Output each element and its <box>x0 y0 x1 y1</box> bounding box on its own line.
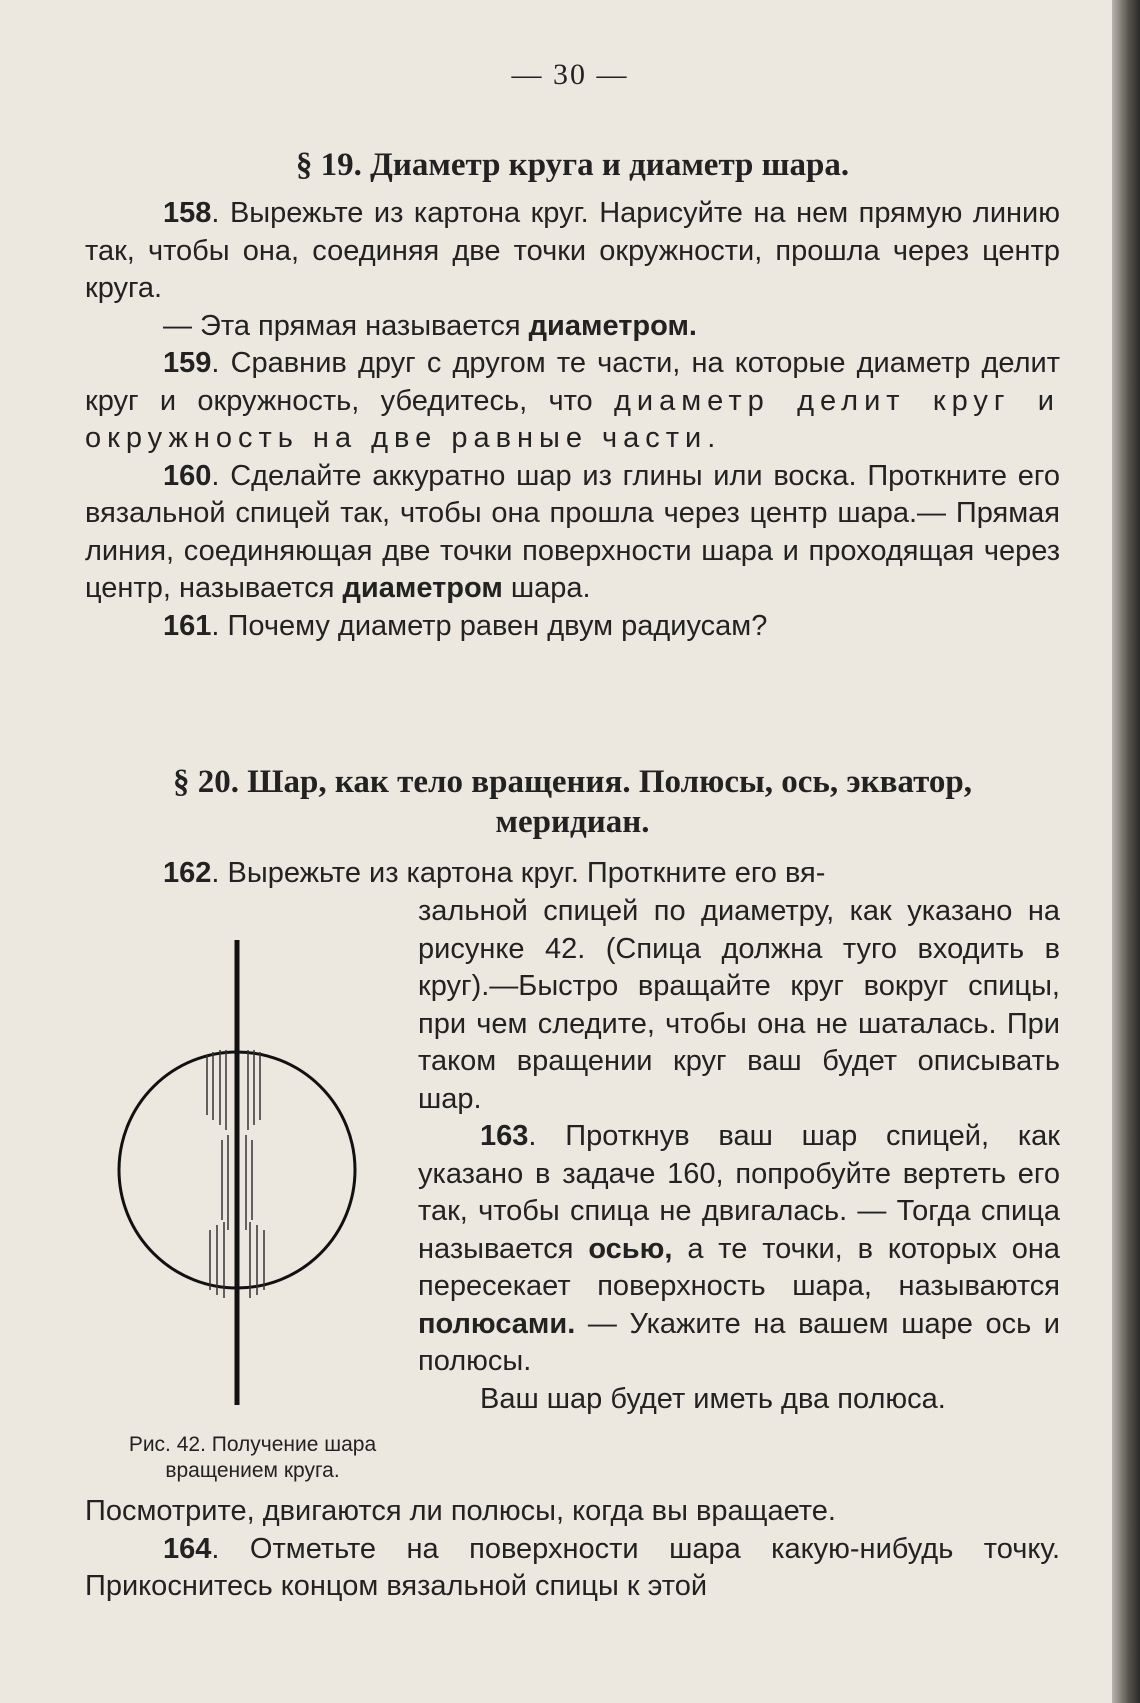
exercise-number: 158 <box>163 197 212 229</box>
heading-line-1: § 20. Шар, как тело вращения. Полюсы, ось, экватор, <box>173 764 972 800</box>
exercise-text: . Сравнив друг с другом те части, на которые диаметр делит круг и окружность, убедитесь, что <box>85 347 1060 417</box>
section-19-heading: § 19. Диаметр круга и диаметр шара. <box>295 147 850 183</box>
exercise-number: 160 <box>163 459 212 492</box>
exercise-160 <box>85 458 1060 608</box>
book-spine-shadow <box>1112 0 1140 1703</box>
exercise-text: . Проткнув ваш шар спицей, как указано в задаче 160, попробуйте вертеть его так, чтобы спица не двигалась. — Тогда спица называется <box>418 1120 1060 1265</box>
term-axis: осью, <box>588 1232 673 1265</box>
exercise-162-rest: зальной спицей по диаметру, как указано на рисунке 42. (Спица должна туго входить в круг).—Быстро вращайте круг вокруг спицы, при чем следите, чтобы она не шаталась. При таком вращении круг ваш будет описывать шар. <box>418 895 1060 1115</box>
poles-note: Ваш шар будет иметь два полюса. <box>480 1382 946 1415</box>
term-diameter: диаметром <box>342 572 503 604</box>
definition-text: — Эта прямая называется <box>163 309 529 342</box>
heading-line-2: меридиан. <box>495 804 650 840</box>
exercise-text-end: — Укажите на вашем шаре ось и полюсы. <box>418 1307 1060 1377</box>
exercise-161 <box>85 608 1060 646</box>
diameter-definition <box>85 308 1060 346</box>
exercise-163 <box>418 1118 1060 1381</box>
exercise-text: . Вырежьте из картона круг. Нарисуйте на нем прямую линию так, чтобы она, соединяя две точки окружности, прошла через центр круга. <box>85 197 1060 304</box>
exercise-162-first-line <box>163 855 825 893</box>
section-19-body <box>85 195 1060 645</box>
exercise-number: 164 <box>163 1532 212 1565</box>
exercise-number: 159 <box>163 347 212 379</box>
exercise-text-end: шара. <box>502 572 591 604</box>
exercise-text: . Почему диаметр равен двум радиусам? <box>211 609 768 642</box>
exercise-number: 162 <box>163 857 212 889</box>
term-diameter: диаметром. <box>528 309 697 342</box>
exercise-text-mid: а те точки, в которых она пересекает поверхность шара, называются <box>418 1232 1060 1302</box>
figure-caption: Рис. 42. Получение шара вращением круга. <box>128 1433 377 1482</box>
section-20-tail <box>85 1493 1060 1606</box>
exercise-159 <box>85 345 1060 458</box>
exercise-158 <box>85 195 1060 308</box>
section-20-column-text <box>418 893 1060 1418</box>
section-20-heading <box>85 762 1060 842</box>
exercise-text: . Сделайте аккуратно шар из глины или воска. Проткните его вязальной спицей так, чтобы она прошла через центр шара.— Прямая линия, соединяющая две точки поверхности шара и проходящая через центр, называется <box>85 459 1060 604</box>
exercise-number: 163 <box>480 1120 529 1152</box>
spaced-emphasis: диаметр делит круг и окружность на две равные части. <box>85 384 1060 454</box>
poles-question: Посмотрите, двигаются ли полюсы, когда вы вращаете. <box>85 1495 836 1527</box>
exercise-164 <box>85 1531 1060 1606</box>
exercise-number: 161 <box>163 609 212 642</box>
page-number: — 30 — <box>511 58 629 91</box>
figure-42-disc-on-needle <box>110 930 410 1420</box>
term-poles: полюсами. <box>418 1307 576 1340</box>
exercise-text: . Вырежьте из картона круг. Проткните его вя- <box>211 857 826 889</box>
exercise-text: . Отметьте на поверхности шара какую-нибудь точку. Прикоснитесь концом вязальной спицы к этой <box>85 1532 1060 1602</box>
